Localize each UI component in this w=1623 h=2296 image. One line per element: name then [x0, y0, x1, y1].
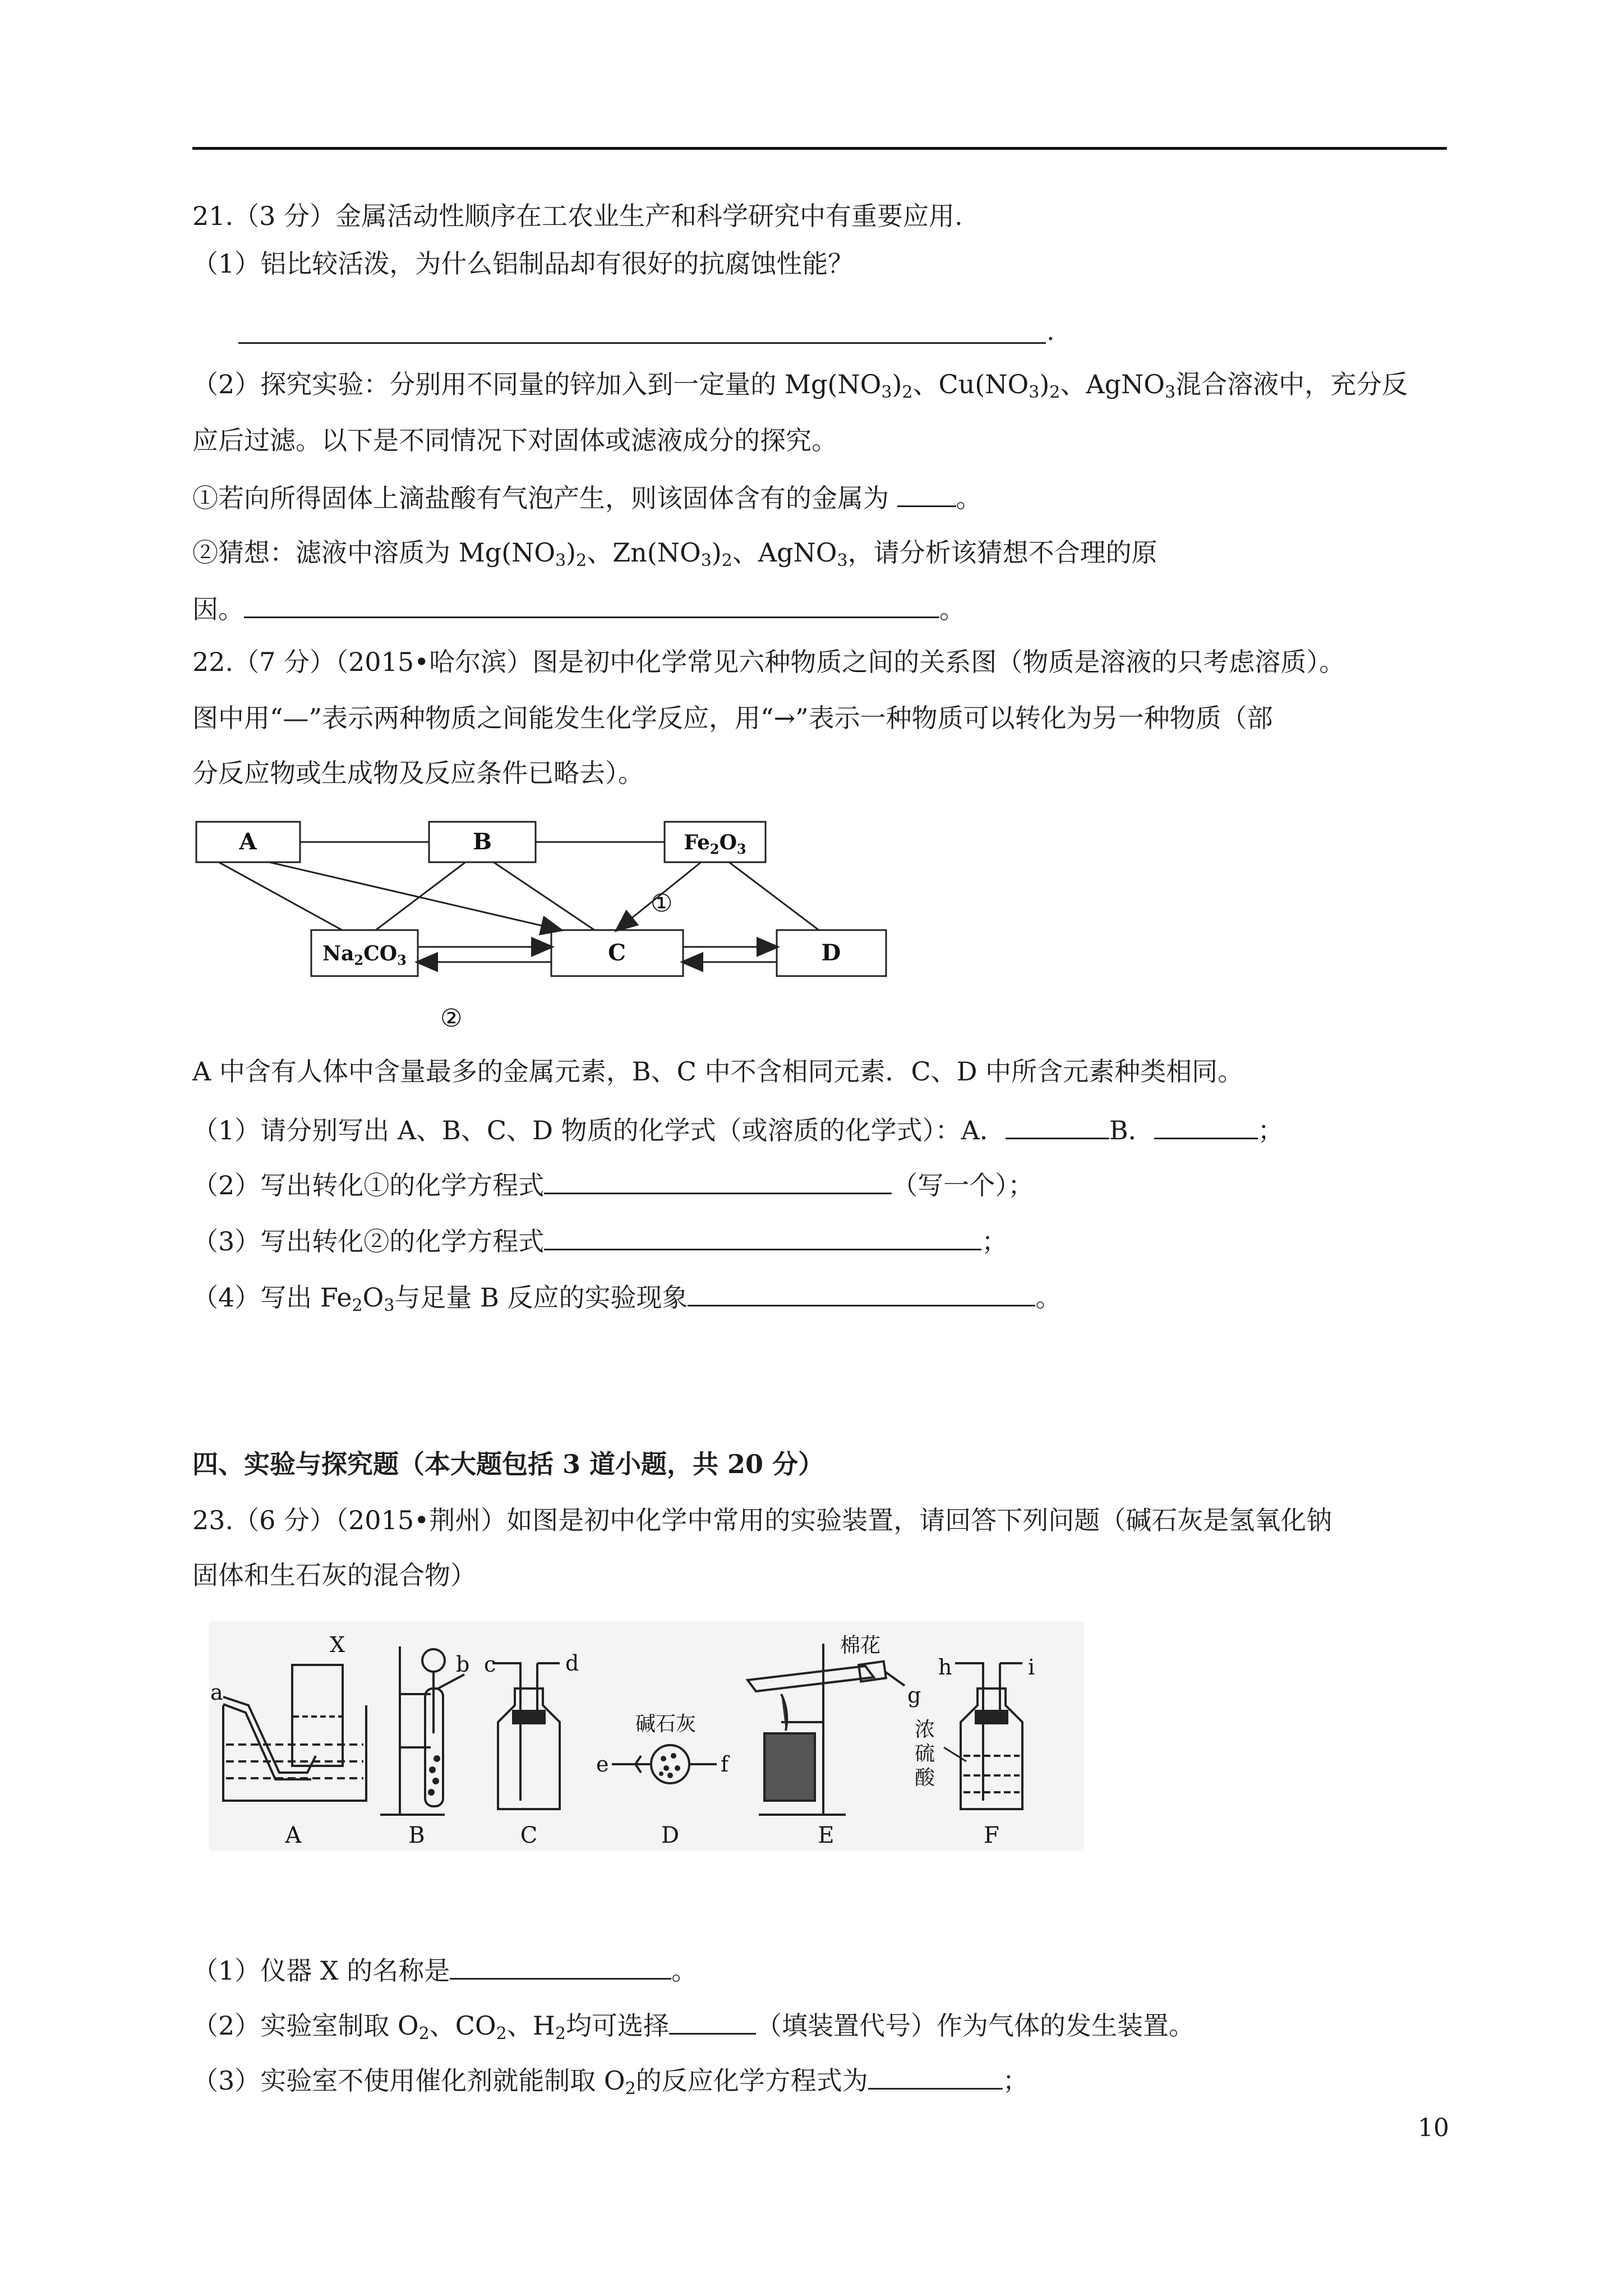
answer-blank-q22-2[interactable] — [544, 1167, 892, 1194]
page-number: 10 — [1418, 2114, 1449, 2142]
answer-blank-q21-3[interactable] — [244, 591, 939, 618]
q22-sub1: （1）请分别写出 A、B、C、D 物质的化学式（或溶质的化学式）：A． B． ； — [192, 1112, 1284, 1147]
label-i: i — [1028, 1655, 1035, 1680]
answer-blank-q23-1[interactable] — [450, 1952, 671, 1980]
q23-sub2: （2）实验室制取 $O_2$、$CO_2$、$H_2$均可选择 （填装置代号）作为气体的发生装置。 — [192, 2007, 1195, 2042]
q22-line2: 图中用“—”表示两种物质之间能发生化学反应，用“→”表示一种物质可以转化为另一种物质（部 — [192, 703, 1273, 733]
label-cotton: 棉花 — [840, 1634, 881, 1657]
q22-sub3: （3）写出转化②的化学方程式 ； — [192, 1223, 1007, 1258]
q23-heading: 23.（6 分）（2015•荆州）如图是初中化学中常用的实验装置，请回答下列问题（碱石灰是氢氧化钠 — [192, 1505, 1332, 1535]
answer-blank-q23-2[interactable] — [669, 2007, 756, 2035]
label-x: X — [330, 1632, 345, 1657]
q22-info: A 中含有人体中含量最多的金属元素，B、C 中不含相同元素．C、D 中所含元素种类相同。 — [192, 1056, 1244, 1087]
label-soda-lime: 碱石灰 — [635, 1713, 697, 1736]
q23-sub3: （3）实验室不使用催化剂就能制取 $O_2$的反应化学方程式为 ； — [192, 2062, 1029, 2097]
label-acid: 酸 — [915, 1766, 935, 1789]
label-a: a — [210, 1680, 223, 1705]
q22-sub4: （4）写出 $Fe_2O_3$与足量 B 反应的实验现象 。 — [192, 1279, 1061, 1314]
q21-case2: ②猜想：滤液中溶质为 $Mg(NO_3)_2$、$Zn(NO_3)_2$、AgNO$_3$，请分析该猜想不合理的原 — [192, 537, 1158, 570]
q21-part1-end: . — [1046, 316, 1055, 346]
q21-part2-line2: 应后过滤。以下是不同情况下对固体或滤液成分的探究。 — [192, 425, 837, 455]
marker-1: ① — [651, 889, 673, 918]
apparatus-figure — [209, 1621, 1084, 1851]
label-f: f — [721, 1752, 729, 1777]
label-d: d — [565, 1651, 579, 1676]
label-c: c — [484, 1652, 496, 1677]
node-b-label: B — [473, 829, 492, 855]
label-g: g — [907, 1683, 921, 1708]
caption-a: A — [285, 1823, 302, 1848]
q22-sub2: （2）写出转化①的化学方程式 （写一个）； — [192, 1167, 1034, 1202]
caption-b: B — [408, 1823, 425, 1848]
label-conc: 浓 — [915, 1718, 935, 1741]
marker-2: ② — [440, 1004, 463, 1033]
q21-case2-reason: 因。 。 — [192, 591, 965, 626]
q22-line3: 分反应物或生成物及反应条件已略去）。 — [192, 758, 644, 788]
q22-heading: 22.（7 分）（2015•哈尔滨）图是初中化学常见六种物质之间的关系图（物质是溶液的只考虑溶质）。 — [192, 647, 1345, 677]
answer-blank-q22-b[interactable] — [1154, 1112, 1258, 1139]
label-e: e — [596, 1752, 609, 1777]
caption-c: C — [520, 1823, 538, 1848]
relation-diagram — [191, 808, 897, 1043]
node-fe2o3-label: $Fe_2O_3$ — [684, 831, 746, 857]
node-na2co3-label: $Na_2CO_3$ — [322, 942, 407, 968]
section-4-heading: 四、实验与探究题（本大题包括 3 道小题，共 20 分） — [192, 1449, 824, 1479]
caption-f: F — [984, 1823, 999, 1848]
q23-sub1: （1）仪器 X 的名称是 。 — [192, 1952, 697, 1987]
answer-blank-q22-4[interactable] — [688, 1279, 1035, 1306]
q21-part2-line1: （2）探究实验：分别用不同量的锌加入到一定量的 $Mg(NO_3)_2$、$Cu(NO_3)_2$、AgNO$_3$混合溶液中，充分反 — [192, 369, 1408, 402]
q21-case1: ①若向所得固体上滴盐酸有气泡产生，则该固体含有的金属为 。 — [192, 480, 982, 515]
answer-blank-q21-2[interactable] — [897, 480, 956, 507]
caption-d: D — [661, 1823, 680, 1848]
answer-blank-q21-1[interactable] — [238, 342, 1046, 344]
node-a-label: A — [239, 829, 257, 855]
label-h: h — [938, 1655, 952, 1680]
q21-part1: （1）铝比较活泼，为什么铝制品却有很好的抗腐蚀性能？ — [192, 249, 854, 279]
answer-blank-q22-a[interactable] — [1006, 1112, 1109, 1139]
q23-line2: 固体和生石灰的混合物） — [192, 1560, 476, 1590]
label-b: b — [456, 1652, 470, 1677]
caption-e: E — [818, 1823, 834, 1848]
header-rule — [192, 147, 1447, 150]
label-sulfuric: 硫 — [915, 1742, 935, 1765]
answer-blank-q22-3[interactable] — [544, 1223, 981, 1250]
node-d-label: D — [821, 940, 841, 966]
answer-blank-q23-3[interactable] — [868, 2062, 1003, 2090]
q21-heading: 21.（3 分）金属活动性顺序在工农业生产和科学研究中有重要应用. — [192, 201, 963, 231]
node-c-label: C — [608, 940, 626, 966]
